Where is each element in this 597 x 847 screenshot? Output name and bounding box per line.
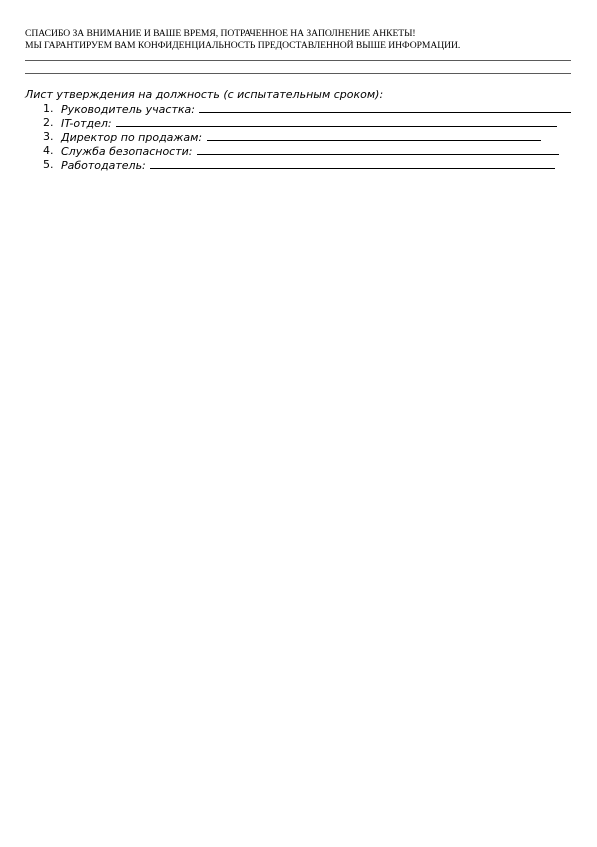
notice-line-thanks: СПАСИБО ЗА ВНИМАНИЕ И ВАШЕ ВРЕМЯ, ПОТРАЧЕННОЕ НА ЗАПОЛНЕНИЕ АНКЕТЫ! [25,28,416,39]
approval-item-employer [25,158,585,172]
approval-list [25,102,585,172]
signature-line-sales-director[interactable] [207,130,541,141]
approval-item-it-department [25,116,585,130]
approval-item-sales-director [25,130,585,144]
signature-line-security-service[interactable] [197,144,559,155]
approval-sheet [25,88,585,172]
signature-line-it-department[interactable] [116,116,557,127]
approval-label-it-department: IT-отдел: [61,117,112,130]
item-number: 3. [43,130,54,143]
item-number: 4. [43,144,54,157]
approval-title: Лист утверждения на должность (с испытательным сроком): [25,88,384,101]
approval-item-security-service [25,144,585,158]
approval-label-sales-director: Директор по продажам: [61,131,203,144]
approval-label-employer: Работодатель: [61,159,146,172]
item-number: 2. [43,116,54,129]
approval-label-security-service: Служба безопасности: [61,145,193,158]
item-number: 5. [43,158,54,171]
approval-label-site-manager: Руководитель участка: [61,103,195,116]
blank-line-1 [25,60,571,61]
notice-line-guarantee: МЫ ГАРАНТИРУЕМ ВАМ КОНФИДЕНЦИАЛЬНОСТЬ ПРЕДОСТАВЛЕННОЙ ВЫШЕ ИНФОРМАЦИИ. [25,40,461,51]
signature-line-site-manager[interactable] [199,102,571,113]
confidentiality-notice [25,28,575,52]
item-number: 1. [43,102,54,115]
signature-line-employer[interactable] [150,158,555,169]
approval-item-site-manager [25,102,585,116]
blank-line-2 [25,73,571,74]
